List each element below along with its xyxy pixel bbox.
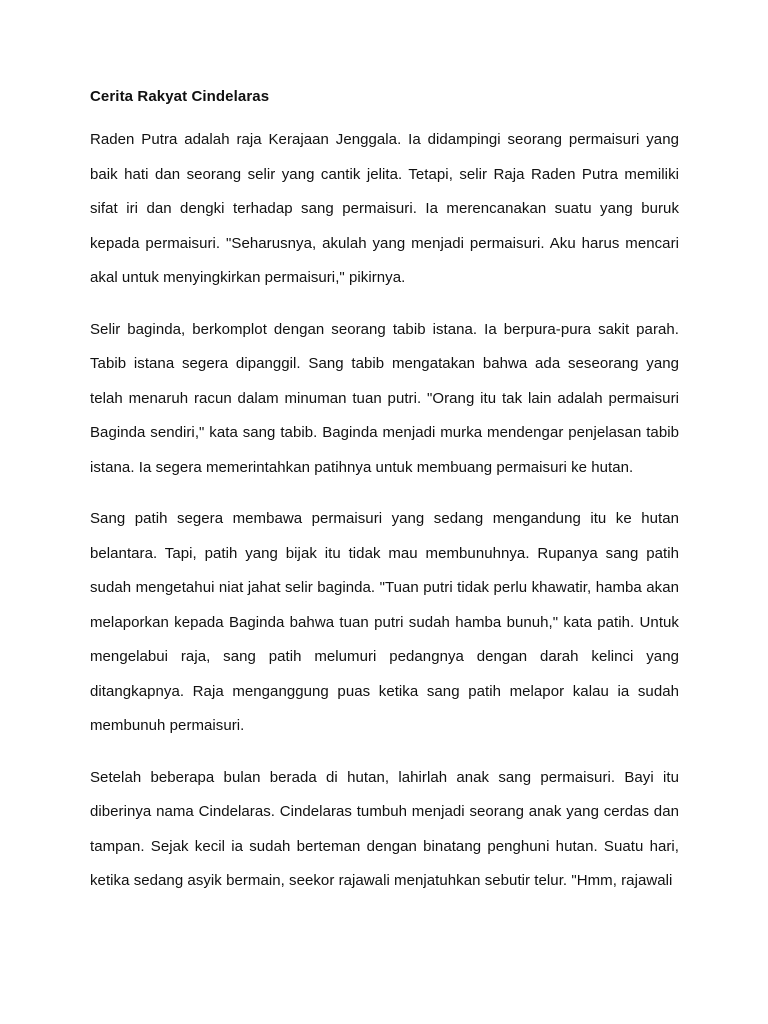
paragraph-3: Sang patih segera membawa permaisuri yang sedang mengandung itu ke hutan belantara. Tapi, patih yang bijak itu tidak mau membunuhnya. Rupanya sang patih sudah mengetahui niat jahat selir baginda. "Tuan putri tidak perlu khawatir, hamba akan melaporkan kepada Baginda bahwa tuan putri sudah hamba bunuh," kata patih. Untuk mengelabui raja, sang patih melumuri pedangnya dengan darah kelinci yang ditangkapnya. Raja menganggung puas ketika sang patih melapor kalau ia sudah membunuh permaisuri. xyxy=(90,510,679,734)
paragraph-1: Raden Putra adalah raja Kerajaan Jenggala. Ia didampingi seorang permaisuri yang baik hati dan seorang selir yang cantik jelita. Tetapi, selir Raja Raden Putra memiliki sifat iri dan dengki terhadap sang permaisuri. Ia merencanakan suatu yang buruk kepada permaisuri. "Seharusnya, akulah yang menjadi permaisuri. Aku harus mencari akal untuk menyingkirkan permaisuri," pikirnya. xyxy=(90,131,679,286)
paragraph-2: Selir baginda, berkomplot dengan seorang tabib istana. Ia berpura-pura sakit parah. Tabib istana segera dipanggil. Sang tabib mengatakan bahwa ada seseorang yang telah menaruh racun dalam minuman tuan putri. "Orang itu tak lain adalah permaisuri Baginda sendiri," kata sang tabib. Baginda menjadi murka mendengar penjelasan tabib istana. Ia segera memerintahkan patihnya untuk membuang permaisuri ke hutan. xyxy=(90,320,679,476)
document-title: Cerita Rakyat Cindelaras xyxy=(90,88,270,105)
paragraph-4: Setelah beberapa bulan berada di hutan, lahirlah anak sang permaisuri. Bayi itu diberinya nama Cindelaras. Cindelaras tumbuh menjadi seorang anak yang cerdas dan tampan. Sejak kecil ia sudah berteman dengan binatang penghuni hutan. Suatu hari, ketika sedang asyik bermain, seekor rajawali menjatuhkan sebutir telur. "Hmm, rajawali xyxy=(90,768,679,889)
